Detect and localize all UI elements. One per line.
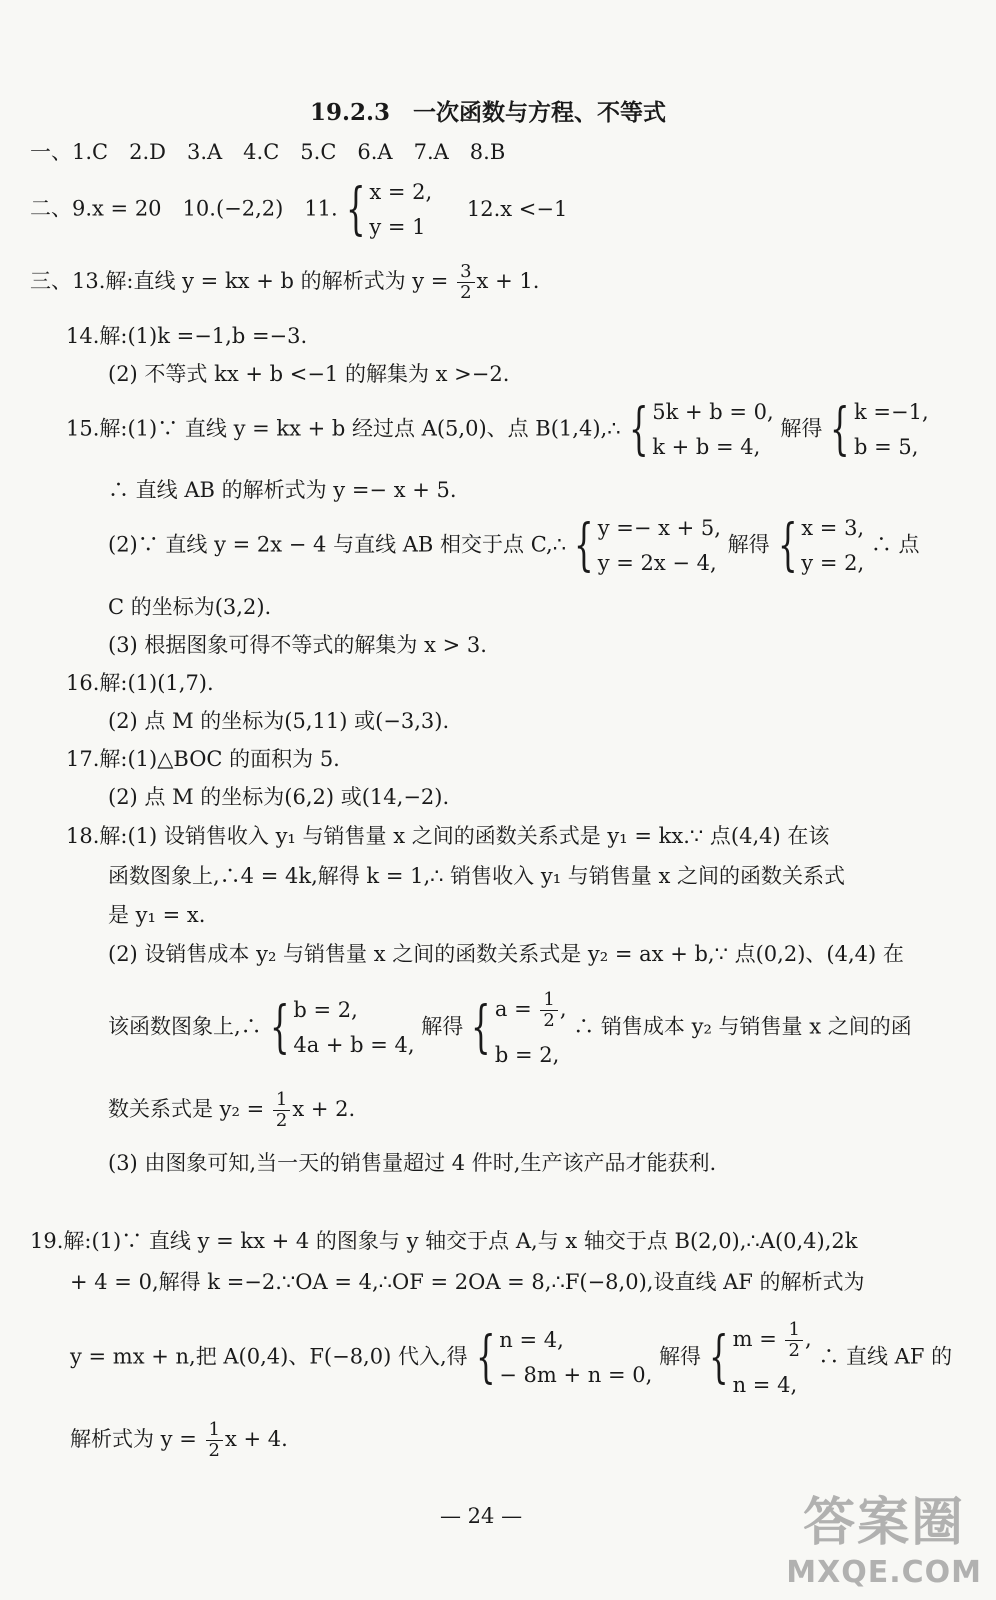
answer-16-1: 16.解:(1)(1,7). [66, 671, 214, 695]
text: 该函数图象上,∴ [108, 1014, 262, 1039]
watermark-logo [786, 1480, 982, 1590]
denominator: 2 [543, 1009, 555, 1031]
text: y = mx + n,把 A(0,4)、F(−8,0) 代入,得 [70, 1344, 468, 1369]
answer-18-2c [108, 1090, 355, 1131]
answer-15-2 [108, 513, 920, 578]
text: ∴ 直线 AF 的 [818, 1344, 953, 1369]
answer-line-fill [30, 177, 568, 242]
numerator: 1 [273, 1090, 290, 1111]
answer-18-1: 18.解:(1) 设销售收入 y₁ 与销售量 x 之间的函数关系式是 y₁ = kx.∵ 点(4,4) 在该 [66, 824, 830, 848]
text: 解得 [421, 1014, 464, 1039]
denominator: 2 [788, 1339, 800, 1361]
answer-18-2b [108, 990, 912, 1066]
text: ∴ 点 [870, 532, 920, 557]
eq-row: y =− x + 5, [597, 516, 721, 540]
denominator: 2 [460, 281, 472, 303]
eq-row: n = 4, [732, 1372, 798, 1397]
answer-line-choice: 一、1.C 2.D 3.A 4.C 5.C 6.A 7.A 8.B [30, 140, 506, 164]
answer-16-2: (2) 点 M 的坐标为(5,11) 或(−3,3). [108, 709, 450, 733]
equation-system: { x = 3, y = 2, [777, 513, 865, 578]
text: x + 2. [292, 1096, 356, 1121]
fraction [785, 1320, 802, 1361]
section-title: 19.2.3 一次函数与方程、不等式 [310, 99, 667, 126]
eq-row: k + b = 4, [652, 435, 761, 459]
answer-14-2: (2) 不等式 kx + b <−1 的解集为 x >−2. [108, 362, 510, 386]
eq-row: y = 1 [369, 215, 426, 239]
answer-15-3: (3) 根据图象可得不等式的解集为 x > 3. [108, 633, 487, 657]
answer-14-1: 14.解:(1)k =−1,b =−3. [66, 324, 308, 348]
answer-15-1b: ∴ 直线 AB 的解析式为 y =− x + 5. [108, 478, 457, 502]
text: 解得 [727, 532, 770, 557]
text: 解得 [780, 416, 823, 441]
eq-row: b = 2, [293, 997, 358, 1022]
text: x + 1. [476, 268, 540, 293]
answer-17-2: (2) 点 M 的坐标为(6,2) 或(14,−2). [108, 785, 450, 809]
text: m = [732, 1326, 777, 1351]
denominator: 2 [275, 1109, 288, 1131]
numerator: 3 [457, 262, 474, 283]
answer-18-1c: 是 y₁ = x. [108, 903, 206, 927]
answer-18-3: (3) 由图象可知,当一天的销售量超过 4 件时,生产该产品才能获利. [108, 1151, 717, 1175]
numerator: 1 [540, 990, 557, 1011]
eq-row: b = 5, [854, 435, 919, 459]
eq-row: 4a + b = 4, [293, 1032, 415, 1057]
text: 解析式为 y = [70, 1426, 197, 1451]
answer-18-1b: 函数图象上,∴4 = 4k,解得 k = 1,∴ 销售收入 y₁ 与销售量 x 之间的函数关系式 [108, 864, 845, 888]
page-number: — 24 — [440, 1504, 523, 1528]
answer-15-2b: C 的坐标为(3,2). [108, 595, 272, 619]
text: 解得 [658, 1344, 701, 1369]
answer-19-1d [70, 1420, 288, 1461]
fraction [206, 1420, 223, 1461]
equation-system: { k =−1, b = 5, [830, 397, 929, 462]
watermark-text: 答案圈 [803, 1493, 966, 1553]
eq-row: x = 2, [369, 180, 433, 204]
equation-system: { x = 2, y = 1 [345, 177, 433, 242]
answer-19-1: 19.解:(1)∵ 直线 y = kx + 4 的图象与 y 轴交于点 A,与 x 轴交于点 B(2,0),∴A(0,4),2k [30, 1229, 858, 1253]
eq-row: x = 3, [801, 516, 865, 540]
answer-19-1b: + 4 = 0,解得 k =−2.∵OA = 4,∴OF = 2OA = 8,∴F(−8,0),设直线 AF 的解析式为 [70, 1270, 865, 1294]
answer-17-1: 17.解:(1)△BOC 的面积为 5. [66, 747, 340, 771]
text: 数关系式是 y₂ = [108, 1096, 265, 1121]
answer-13 [30, 262, 539, 303]
eq-row: b = 2, [494, 1042, 560, 1067]
equation-system: { y =− x + 5, y = 2x − 4, [574, 513, 721, 578]
fraction [457, 262, 474, 303]
text: x + 4. [224, 1426, 288, 1451]
text: 三、13.解:直线 y = kx + b 的解析式为 y = [30, 268, 449, 293]
answer-15-1 [66, 397, 929, 462]
text: 15.解:(1)∵ 直线 y = kx + b 经过点 A(5,0)、点 B(1,4),∴ [66, 416, 621, 441]
watermark-url: MXQE.COM [786, 1555, 982, 1590]
eq-row: m = $\frac{1}{2}$ , [732, 1319, 812, 1361]
text: 12.x <−1 [466, 196, 568, 221]
eq-row: k =−1, [854, 400, 929, 424]
text: (2)∵ 直线 y = 2x − 4 与直线 AB 相交于点 C,∴ [108, 532, 567, 557]
equation-system: { a = $\frac{1}{2}$ , b = 2, [471, 989, 567, 1067]
text: 二、9.x = 20 10.(−2,2) 11. [30, 196, 338, 221]
numerator: 1 [785, 1320, 802, 1341]
eq-row: a = $\frac{1}{2}$ , [494, 989, 567, 1031]
eq-row: 5k + b = 0, [652, 400, 774, 424]
equation-system: { 5k + b = 0, k + b = 4, [628, 397, 774, 462]
fraction [273, 1090, 290, 1131]
answer-18-2: (2) 设销售成本 y₂ 与销售量 x 之间的函数关系式是 y₂ = ax + b,∵ 点(0,2)、(4,4) 在 [108, 942, 904, 966]
equation-system: { n = 4, − 8m + n = 0, [475, 1324, 653, 1390]
text: a = [494, 996, 532, 1021]
denominator: 2 [208, 1439, 220, 1461]
answer-19-1c [70, 1320, 952, 1396]
eq-row: y = 2, [801, 551, 865, 575]
numerator: 1 [206, 1420, 223, 1441]
eq-row: − 8m + n = 0, [499, 1362, 653, 1387]
equation-system: { m = $\frac{1}{2}$ , n = 4, [708, 1319, 812, 1397]
equation-system: { b = 2, 4a + b = 4, [269, 994, 415, 1060]
eq-row: n = 4, [499, 1327, 564, 1352]
fraction [540, 990, 557, 1031]
eq-row: y = 2x − 4, [597, 551, 717, 575]
text: ∴ 销售成本 y₂ 与销售量 x 之间的函 [573, 1014, 912, 1039]
